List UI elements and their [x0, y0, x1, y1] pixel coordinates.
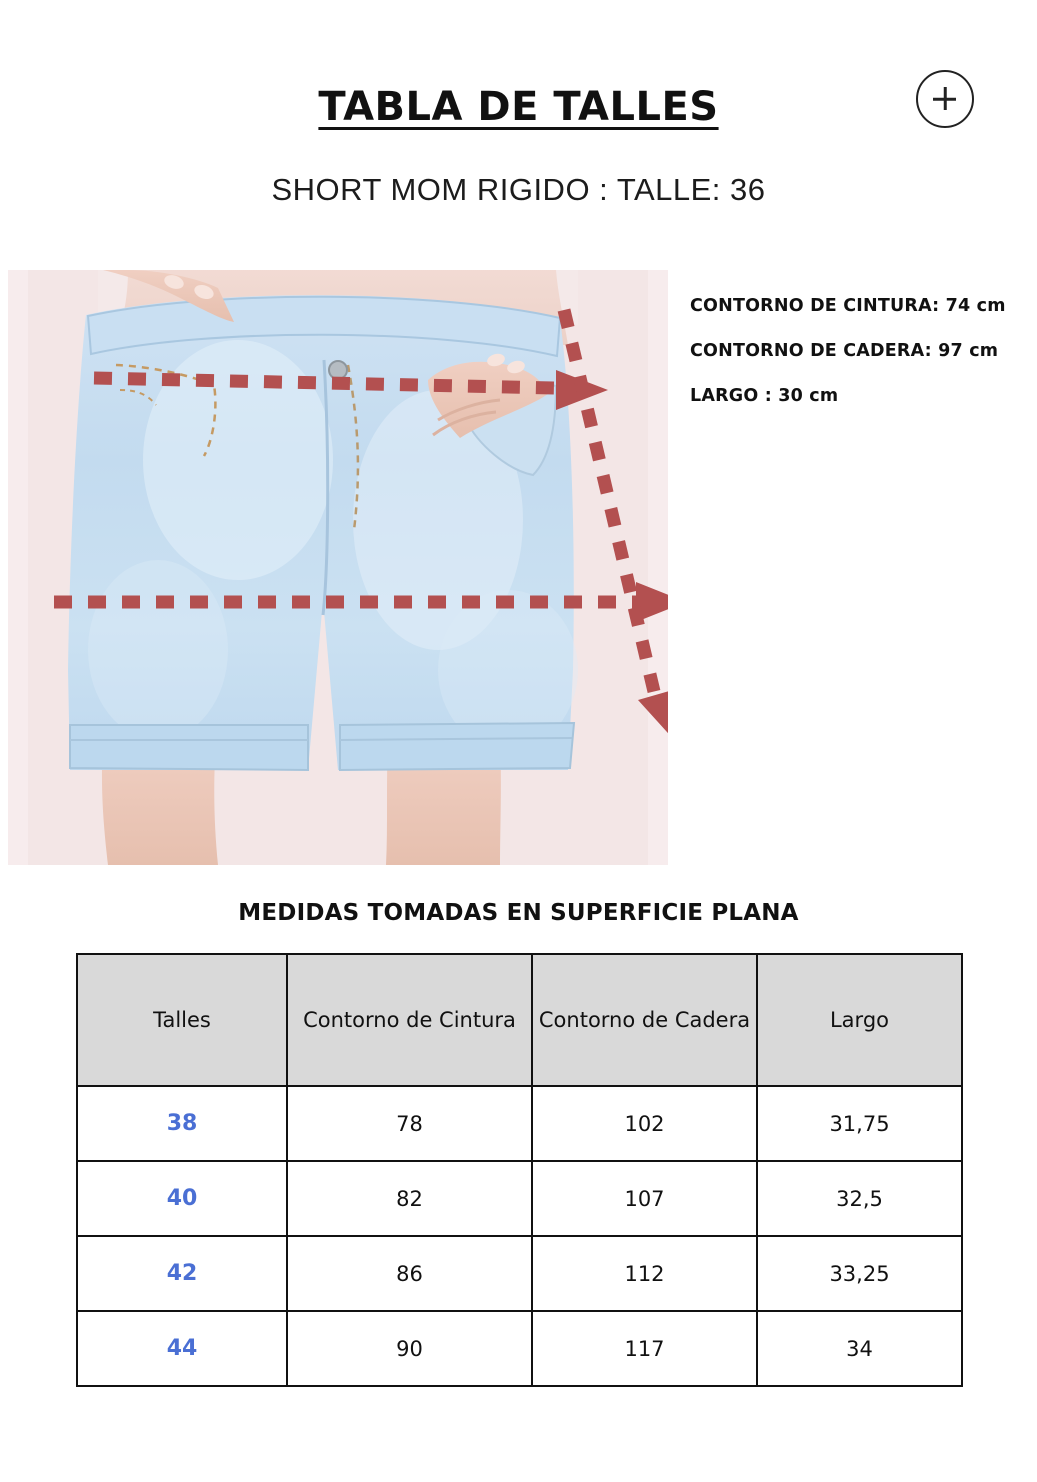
column-header-talles: Talles	[77, 954, 287, 1086]
table-row	[77, 1161, 962, 1236]
cell-largo: 34	[757, 1311, 962, 1386]
expand-plus-icon[interactable]	[916, 70, 974, 128]
cell-cintura: 86	[287, 1236, 532, 1311]
cell-cadera: 107	[532, 1161, 757, 1236]
measurement-waist: CONTORNO DE CINTURA: 74 cm	[690, 296, 1006, 316]
cell-talle: 42	[77, 1236, 287, 1311]
cell-cintura: 78	[287, 1086, 532, 1161]
cell-cintura: 90	[287, 1311, 532, 1386]
cell-talle: 38	[77, 1086, 287, 1161]
size-table	[76, 953, 963, 1387]
cell-largo: 31,75	[757, 1086, 962, 1161]
cell-talle: 40	[77, 1161, 287, 1236]
product-photo	[8, 270, 668, 865]
cell-talle: 44	[77, 1311, 287, 1386]
column-header-cadera: Contorno de Cadera	[532, 954, 757, 1086]
table-caption: MEDIDAS TOMADAS EN SUPERFICIE PLANA	[238, 900, 799, 926]
column-header-cintura: Contorno de Cintura	[287, 954, 532, 1086]
cell-cintura: 82	[287, 1161, 532, 1236]
page-subtitle: SHORT MOM RIGIDO : TALLE: 36	[271, 172, 766, 207]
page-title: TABLA DE TALLES	[318, 84, 719, 130]
column-header-largo: Largo	[757, 954, 962, 1086]
table-row	[77, 1311, 962, 1386]
cell-cadera: 112	[532, 1236, 757, 1311]
measurement-length: LARGO : 30 cm	[690, 386, 839, 406]
cell-cadera: 117	[532, 1311, 757, 1386]
table-header-row	[77, 954, 962, 1086]
table-row	[77, 1236, 962, 1311]
cell-cadera: 102	[532, 1086, 757, 1161]
table-row	[77, 1086, 962, 1161]
cell-largo: 33,25	[757, 1236, 962, 1311]
measurement-list	[690, 296, 1020, 431]
measurement-hip: CONTORNO DE CADERA: 97 cm	[690, 341, 999, 361]
cell-largo: 32,5	[757, 1161, 962, 1236]
